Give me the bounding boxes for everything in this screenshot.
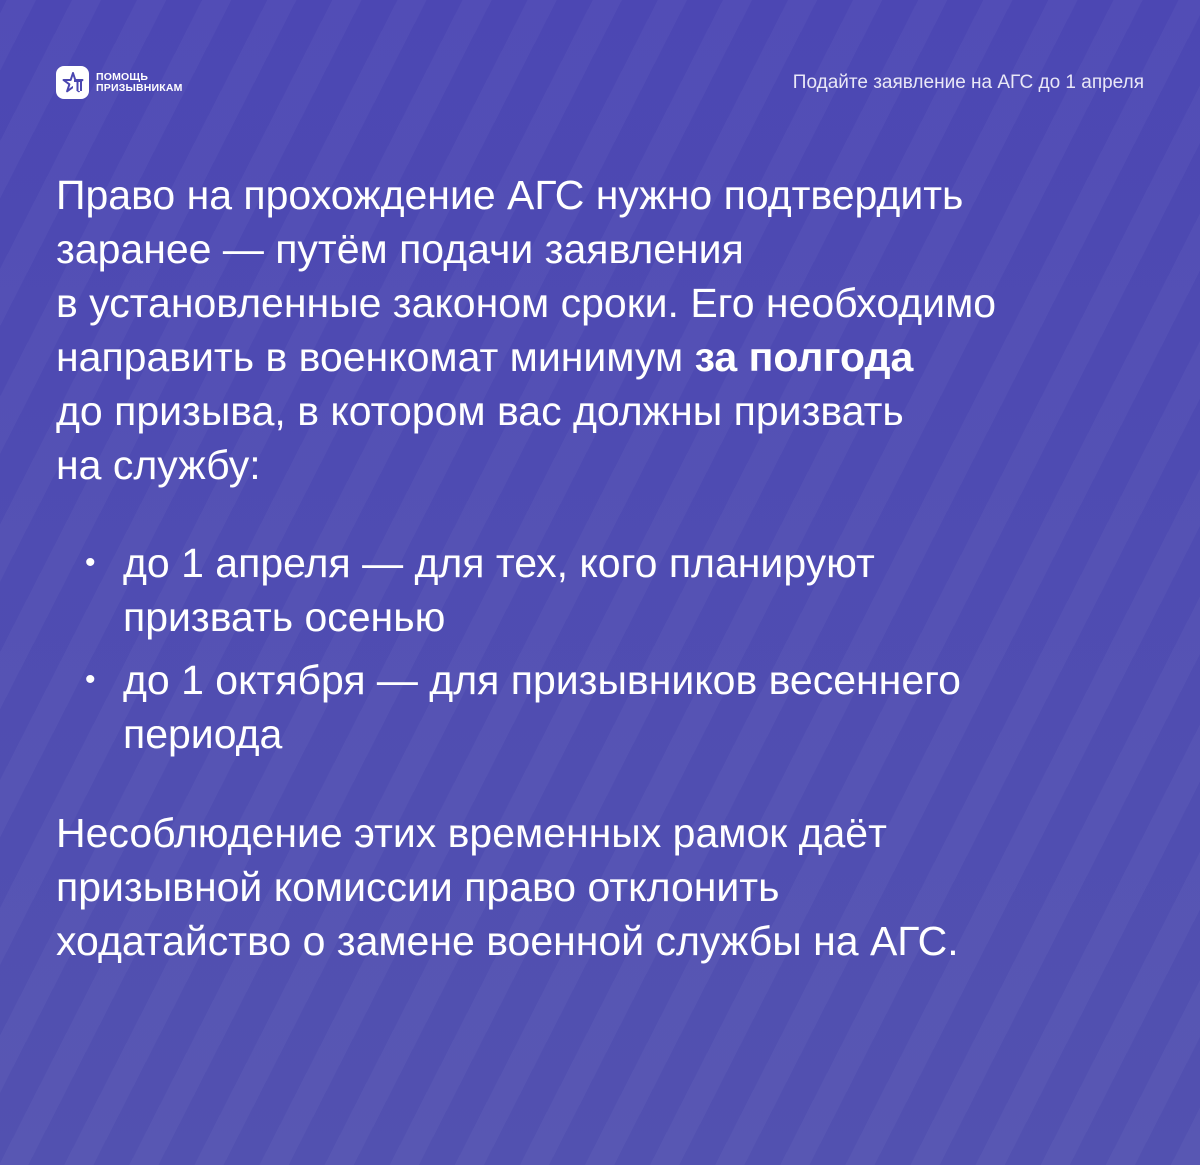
logo-text-line2: ПРИЗЫВНИКАМ [96, 81, 183, 94]
main-content [56, 168, 1156, 968]
logo-text [96, 72, 183, 94]
intro-line: в установленные законом сроки. Его необходимо [56, 280, 997, 326]
bullet-icon: • [85, 546, 96, 579]
header-title: Подайте заявление на АГС до 1 апреля [792, 72, 1144, 93]
outro-line: ходатайство о замене военной службы на АГС. [56, 918, 959, 964]
outro-line: Несоблюдение этих временных рамок даёт [56, 810, 887, 856]
intro-line: Право на прохождение АГС нужно подтвердить [56, 172, 964, 218]
intro-line: на службу: [56, 442, 261, 488]
bullet-icon: • [85, 663, 96, 696]
deadline-item-april [56, 536, 1156, 644]
list-item-line: периода [123, 711, 283, 757]
outro-paragraph [56, 806, 1156, 968]
intro-line: до призыва, в котором вас должны призвать [56, 388, 904, 434]
deadline-item-october [56, 653, 1156, 761]
outro-line: призывной комиссии право отклонить [56, 864, 780, 910]
intro-line: заранее — путём подачи заявления [56, 226, 744, 272]
star-logo-icon [56, 66, 89, 99]
deadline-list [56, 536, 1156, 761]
list-item-line: призвать осенью [123, 594, 446, 640]
list-item-line: до 1 апреля — для тех, кого планируют [123, 540, 875, 586]
header [56, 64, 1144, 102]
emphasis-text: за полгода [694, 334, 914, 380]
logo [56, 66, 183, 99]
intro-line-text: направить в военкомат минимум [56, 334, 695, 380]
intro-line-emphasis [56, 330, 1156, 384]
intro-paragraph [56, 168, 1156, 492]
logo-text-line1: ПОМОЩЬ [96, 70, 149, 83]
list-item-line: до 1 октября — для призывников весеннего [123, 657, 961, 703]
